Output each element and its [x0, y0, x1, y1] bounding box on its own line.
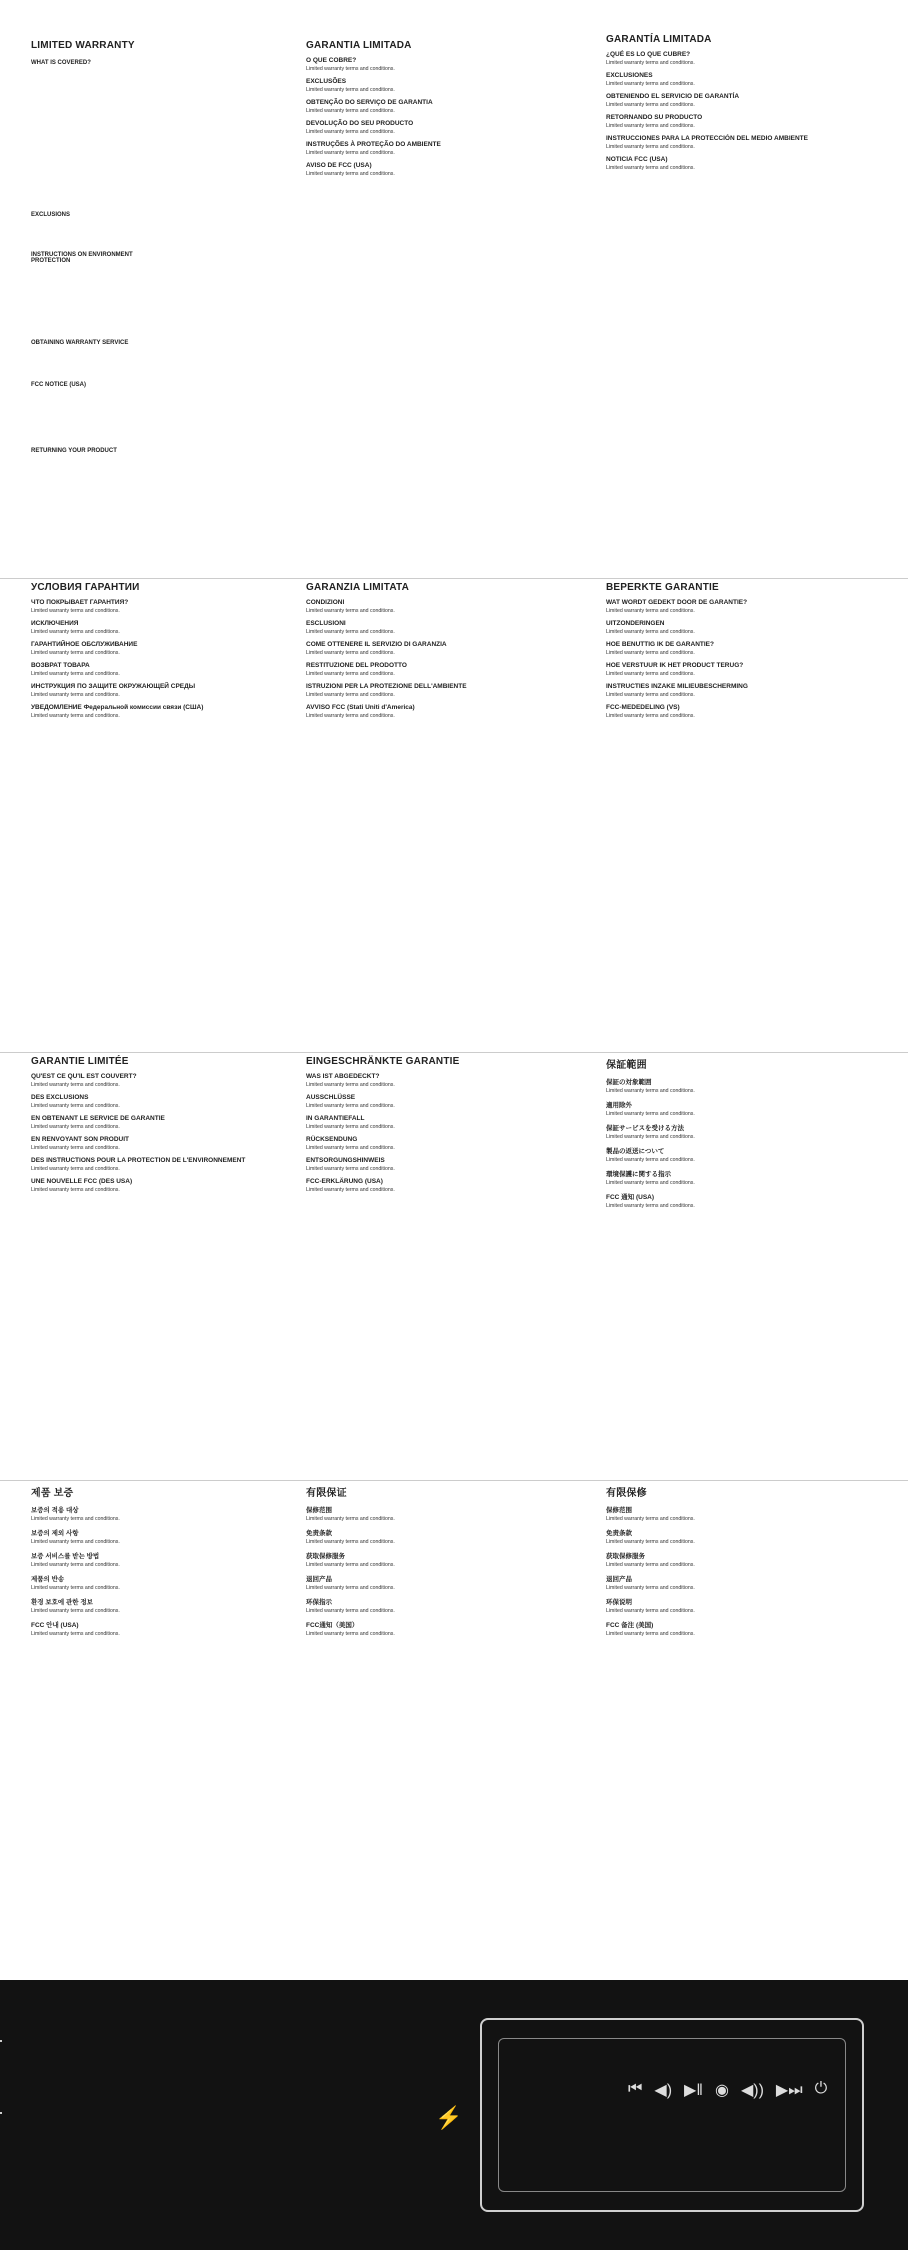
es-section-fcc: NOTICIA FCC (USA): [606, 156, 668, 163]
fr-text-5: Limited warranty terms and conditions.: [31, 1166, 120, 1172]
ja-block: [600, 1056, 900, 1476]
zh-cn-text-5: Limited warranty terms and conditions.: [306, 1608, 395, 1614]
it-text-3: Limited warranty terms and conditions.: [306, 650, 395, 656]
de-text-1: Limited warranty terms and conditions.: [306, 1082, 395, 1088]
ko-block: [25, 1484, 305, 1974]
pt-text-4: Limited warranty terms and conditions.: [306, 129, 395, 135]
it-section-exclusions: ESCLUSIONI: [306, 620, 346, 627]
bluetooth-icon: ◉: [714, 2082, 729, 2099]
ko-text-5: Limited warranty terms and conditions.: [31, 1608, 120, 1614]
es-section-return: RETORNANDO SU PRODUCTO: [606, 114, 703, 121]
de-text-2: Limited warranty terms and conditions.: [306, 1103, 395, 1109]
de-text-4: Limited warranty terms and conditions.: [306, 1145, 395, 1151]
de-section-return: RÜCKSENDUNG: [306, 1136, 358, 1143]
en-block: [25, 40, 215, 454]
it-block: [300, 582, 600, 1052]
ru-section-service: ГАРАНТИЙНОЕ ОБСЛУЖИВАНИЕ: [31, 641, 138, 648]
fr-section-return: EN RENVOYANT SON PRODUIT: [31, 1136, 129, 1143]
next-icon: ▶⏭: [775, 2082, 803, 2099]
es-text-6: Limited warranty terms and conditions.: [606, 165, 695, 171]
nl-section-service: HOE BENUTTIG IK DE GARANTIE?: [606, 641, 714, 648]
it-text-6: Limited warranty terms and conditions.: [306, 713, 395, 719]
zh-tw-block: [600, 1484, 900, 1974]
ru-text-1: Limited warranty terms and conditions.: [31, 608, 120, 614]
en-label-returning: RETURNING YOUR PRODUCT: [31, 448, 117, 454]
device-button-row: [628, 2080, 827, 2100]
it-text-5: Limited warranty terms and conditions.: [306, 692, 395, 698]
en-label-environment: INSTRUCTIONS ON ENVIRONMENT PROTECTION: [31, 252, 133, 264]
ja-text-5: Limited warranty terms and conditions.: [606, 1180, 695, 1186]
ja-text-2: Limited warranty terms and conditions.: [606, 1111, 695, 1117]
zh-tw-section-exclusions: 免责条款: [606, 1530, 632, 1537]
zh-cn-block: [300, 1484, 600, 1974]
pt-section-return: DEVOLUÇÃO DO SEU PRODUCTO: [306, 120, 414, 127]
zh-tw-text-5: Limited warranty terms and conditions.: [606, 1608, 695, 1614]
pt-section-covered: O QUE COBRE?: [306, 57, 357, 64]
zh-cn-section-exclusions: 免责条款: [306, 1530, 332, 1537]
ja-text-3: Limited warranty terms and conditions.: [606, 1134, 695, 1140]
en-title: LIMITED WARRANTY: [31, 40, 135, 51]
nl-title: BEPERKTE GARANTIE: [606, 582, 719, 593]
nl-section-covered: WAT WORDT GEDEKT DOOR DE GARANTIE?: [606, 599, 748, 606]
es-block: [600, 34, 900, 434]
fr-section-service: EN OBTENANT LE SERVICE DE GARANTIE: [31, 1115, 165, 1122]
fr-section-covered: QU'EST CE QU'IL EST COUVERT?: [31, 1073, 137, 1080]
zh-tw-text-6: Limited warranty terms and conditions.: [606, 1631, 695, 1637]
it-text-2: Limited warranty terms and conditions.: [306, 629, 395, 635]
ja-section-environment: 環境保護に関する指示: [606, 1171, 671, 1178]
fr-text-2: Limited warranty terms and conditions.: [31, 1103, 120, 1109]
ru-text-3: Limited warranty terms and conditions.: [31, 650, 120, 656]
zh-cn-section-fcc: FCC通知（美国）: [306, 1622, 359, 1629]
en-label-service: OBTAINING WARRANTY SERVICE: [31, 340, 129, 346]
es-title: GARANTÍA LIMITADA: [606, 34, 712, 45]
zh-cn-section-service: 获取保修服务: [306, 1553, 345, 1560]
pt-title: GARANTIA LIMITADA: [306, 40, 412, 51]
zh-tw-section-fcc: FCC 备注 (美国): [606, 1622, 654, 1629]
en-label-fcc: FCC NOTICE (USA): [31, 382, 86, 388]
en-label-exclusions: EXCLUSIONS: [31, 212, 71, 218]
fr-text-6: Limited warranty terms and conditions.: [31, 1187, 120, 1193]
divider-3: [0, 1480, 908, 1481]
pt-text-6: Limited warranty terms and conditions.: [306, 171, 395, 177]
pt-section-environment: INSTRUÇÕES À PROTEÇÃO DO AMBIENTE: [306, 141, 441, 148]
power-icon: ⏻: [814, 2080, 828, 2097]
device-screen-outline: [498, 2038, 846, 2192]
fr-text-3: Limited warranty terms and conditions.: [31, 1124, 120, 1130]
de-section-covered: WAS IST ABGEDECKT?: [306, 1073, 380, 1080]
ko-section-exclusions: 보증의 제외 사항: [31, 1530, 79, 1537]
divider-1: [0, 578, 908, 579]
ru-block: [25, 582, 305, 1052]
fr-section-fcc: UNE NOUVELLE FCC (DES USA): [31, 1178, 133, 1185]
zh-tw-text-3: Limited warranty terms and conditions.: [606, 1562, 695, 1568]
it-section-service: COME OTTENERE IL SERVIZIO DI GARANZIA: [306, 641, 447, 648]
device-side-tab: [0, 2040, 2, 2114]
es-text-3: Limited warranty terms and conditions.: [606, 102, 695, 108]
device-strip: [0, 1980, 908, 2250]
es-text-5: Limited warranty terms and conditions.: [606, 144, 695, 150]
es-text-1: Limited warranty terms and conditions.: [606, 60, 695, 66]
ja-title: 保証範囲: [606, 1060, 647, 1071]
fr-section-exclusions: DES EXCLUSIONS: [31, 1094, 89, 1101]
volume-down-icon: ◀): [654, 2082, 673, 2099]
zh-tw-text-1: Limited warranty terms and conditions.: [606, 1516, 695, 1522]
ru-text-6: Limited warranty terms and conditions.: [31, 713, 120, 719]
fr-section-environment: DES INSTRUCTIONS POUR LA PROTECTION DE L'ENVIRONNEMENT: [31, 1157, 246, 1164]
zh-tw-title: 有限保修: [606, 1488, 647, 1499]
ko-text-3: Limited warranty terms and conditions.: [31, 1562, 120, 1568]
es-text-2: Limited warranty terms and conditions.: [606, 81, 695, 87]
ko-section-service: 보증 서비스를 받는 방법: [31, 1553, 100, 1560]
nl-text-1: Limited warranty terms and conditions.: [606, 608, 695, 614]
ja-section-exclusions: 適用除外: [606, 1102, 632, 1109]
ru-text-5: Limited warranty terms and conditions.: [31, 692, 120, 698]
nl-text-5: Limited warranty terms and conditions.: [606, 692, 695, 698]
ko-section-covered: 보증의 적용 대상: [31, 1507, 79, 1514]
ja-text-4: Limited warranty terms and conditions.: [606, 1157, 695, 1163]
it-section-fcc: AVVISO FCC (Stati Uniti d'America): [306, 704, 415, 711]
it-text-1: Limited warranty terms and conditions.: [306, 608, 395, 614]
zh-cn-section-covered: 保修范围: [306, 1507, 332, 1514]
zh-cn-text-1: Limited warranty terms and conditions.: [306, 1516, 395, 1522]
nl-section-fcc: FCC-MEDEDELING (VS): [606, 704, 680, 711]
zh-cn-section-environment: 环保指示: [306, 1599, 332, 1606]
es-section-exclusions: EXCLUSIONES: [606, 72, 653, 79]
es-text-4: Limited warranty terms and conditions.: [606, 123, 695, 129]
ja-section-fcc: FCC 通知 (USA): [606, 1194, 655, 1201]
zh-tw-section-service: 获取保修服务: [606, 1553, 645, 1560]
it-text-4: Limited warranty terms and conditions.: [306, 671, 395, 677]
es-section-service: OBTENIENDO EL SERVICIO DE GARANTÍA: [606, 93, 740, 100]
ko-section-fcc: FCC 안내 (USA): [31, 1622, 79, 1629]
ru-section-environment: ИНСТРУКЦИЯ ПО ЗАЩИТЕ ОКРУЖАЮЩЕЙ СРЕДЫ: [31, 683, 196, 690]
zh-cn-text-4: Limited warranty terms and conditions.: [306, 1585, 395, 1591]
volume-up-icon: ◀)): [740, 2082, 764, 2099]
it-title: GARANZIA LIMITATA: [306, 582, 410, 593]
de-section-environment: ENTSORGUNGSHINWEIS: [306, 1157, 385, 1164]
it-section-return: RESTITUZIONE DEL PRODOTTO: [306, 662, 407, 669]
zh-tw-section-return: 退回产品: [606, 1576, 632, 1583]
ja-section-covered: 保証の対象範囲: [606, 1079, 652, 1086]
device-outline: [480, 2018, 864, 2212]
ja-text-1: Limited warranty terms and conditions.: [606, 1088, 695, 1094]
ko-text-6: Limited warranty terms and conditions.: [31, 1631, 120, 1637]
divider-2: [0, 1052, 908, 1053]
pt-text-3: Limited warranty terms and conditions.: [306, 108, 395, 114]
nl-text-2: Limited warranty terms and conditions.: [606, 629, 695, 635]
previous-icon: ⏮: [628, 2080, 643, 2097]
ru-section-exclusions: ИСКЛЮЧЕНИЯ: [31, 620, 79, 627]
nl-text-6: Limited warranty terms and conditions.: [606, 713, 695, 719]
nl-section-exclusions: UITZONDERINGEN: [606, 620, 665, 627]
zh-tw-section-environment: 环保说明: [606, 1599, 632, 1606]
nl-block: [600, 582, 900, 1052]
de-block: [300, 1056, 600, 1476]
zh-cn-text-6: Limited warranty terms and conditions.: [306, 1631, 395, 1637]
ru-section-covered: ЧТО ПОКРЫВАЕТ ГАРАНТИЯ?: [31, 599, 129, 606]
ru-title: УСЛОВИЯ ГАРАНТИИ: [31, 582, 140, 593]
fr-text-4: Limited warranty terms and conditions.: [31, 1145, 120, 1151]
zh-cn-text-2: Limited warranty terms and conditions.: [306, 1539, 395, 1545]
ko-text-1: Limited warranty terms and conditions.: [31, 1516, 120, 1522]
pt-section-service: OBTENÇÃO DO SERVIÇO DE GARANTIA: [306, 99, 433, 106]
de-text-5: Limited warranty terms and conditions.: [306, 1166, 395, 1172]
ja-section-return: 製品の返送について: [606, 1148, 665, 1155]
lightning-bolt-icon: ⚡: [435, 2105, 463, 2130]
pt-section-fcc: AVISO DE FCC (USA): [306, 162, 372, 169]
ko-title: 제품 보증: [31, 1488, 74, 1499]
zh-cn-title: 有限保证: [306, 1488, 347, 1499]
fr-title: GARANTIE LIMITÉE: [31, 1056, 129, 1067]
de-section-exclusions: AUSSCHLÜSSE: [306, 1094, 356, 1101]
it-section-environment: ISTRUZIONI PER LA PROTEZIONE DELL'AMBIENTE: [306, 683, 467, 690]
ru-section-fcc: УВЕДОМЛЕНИЕ Федеральной комиссии связи (США): [31, 704, 204, 711]
ja-text-6: Limited warranty terms and conditions.: [606, 1203, 695, 1209]
de-text-6: Limited warranty terms and conditions.: [306, 1187, 395, 1193]
ko-text-4: Limited warranty terms and conditions.: [31, 1585, 120, 1591]
de-section-service: IN GARANTIEFALL: [306, 1115, 365, 1122]
es-section-environment: INSTRUCCIONES PARA LA PROTECCIÓN DEL MEDIO AMBIENTE: [606, 135, 808, 142]
es-section-covered: ¿QUÉ ES LO QUE CUBRE?: [606, 51, 691, 58]
ru-section-return: ВОЗВРАТ ТОВАРА: [31, 662, 90, 669]
play-pause-icon: ▶‖: [684, 2082, 703, 2099]
en-label-covered: WHAT IS COVERED?: [31, 60, 91, 66]
ko-text-2: Limited warranty terms and conditions.: [31, 1539, 120, 1545]
fr-block: [25, 1056, 305, 1476]
pt-text-5: Limited warranty terms and conditions.: [306, 150, 395, 156]
it-section-covered: CONDIZIONI: [306, 599, 345, 606]
zh-cn-text-3: Limited warranty terms and conditions.: [306, 1562, 395, 1568]
de-section-fcc: FCC-ERKLÄRUNG (USA): [306, 1178, 383, 1185]
zh-cn-section-return: 退回产品: [306, 1576, 332, 1583]
nl-text-4: Limited warranty terms and conditions.: [606, 671, 695, 677]
ja-section-service: 保証サービスを受ける方法: [606, 1125, 684, 1132]
de-text-3: Limited warranty terms and conditions.: [306, 1124, 395, 1130]
ru-text-4: Limited warranty terms and conditions.: [31, 671, 120, 677]
pt-text-2: Limited warranty terms and conditions.: [306, 87, 395, 93]
nl-section-return: HOE VERSTUUR IK HET PRODUCT TERUG?: [606, 662, 744, 669]
pt-text-1: Limited warranty terms and conditions.: [306, 66, 395, 72]
ko-section-environment: 환경 보호에 관한 정보: [31, 1599, 93, 1606]
nl-section-environment: INSTRUCTIES INZAKE MILIEUBESCHERMING: [606, 683, 748, 690]
fr-text-1: Limited warranty terms and conditions.: [31, 1082, 120, 1088]
zh-tw-text-2: Limited warranty terms and conditions.: [606, 1539, 695, 1545]
zh-tw-text-4: Limited warranty terms and conditions.: [606, 1585, 695, 1591]
ko-section-return: 제품의 반송: [31, 1576, 65, 1583]
nl-text-3: Limited warranty terms and conditions.: [606, 650, 695, 656]
pt-block: [300, 40, 600, 430]
pt-section-exclusions: EXCLUSÕES: [306, 78, 347, 85]
zh-tw-section-covered: 保修范围: [606, 1507, 632, 1514]
ru-text-2: Limited warranty terms and conditions.: [31, 629, 120, 635]
de-title: EINGESCHRÄNKTE GARANTIE: [306, 1056, 460, 1067]
